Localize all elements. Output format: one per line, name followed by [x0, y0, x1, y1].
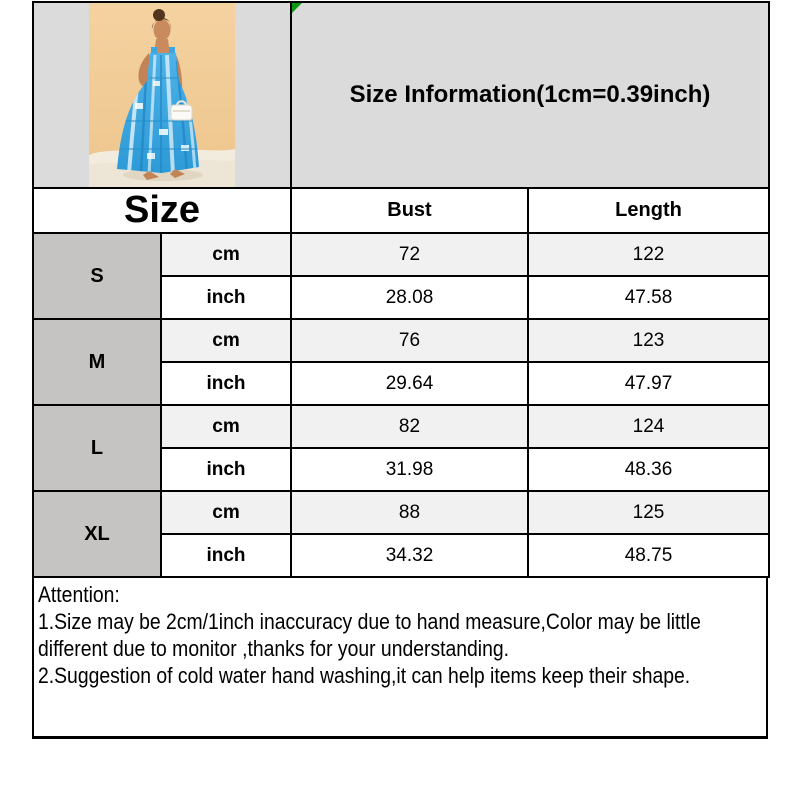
- table-row-l-cm: [33, 405, 769, 448]
- size-label-m: M: [33, 319, 161, 405]
- product-photo-cell: [33, 2, 291, 188]
- attention-line-2: 2.Suggestion of cold water hand washing,it can help items keep their shape.: [38, 663, 691, 688]
- table-row-xl-cm: [33, 491, 769, 534]
- length-value: 48.75: [528, 534, 769, 577]
- length-value: 47.97: [528, 362, 769, 405]
- column-header-size: Size: [33, 188, 291, 233]
- table-row-s-cm: [33, 233, 769, 276]
- length-value: 125: [528, 491, 769, 534]
- attention-line-1b: different due to monitor ,thanks for your understanding.: [38, 636, 510, 661]
- model-photo-illustration: [89, 3, 235, 187]
- column-header-bust: Bust: [291, 188, 528, 233]
- length-value: 123: [528, 319, 769, 362]
- bust-value: 34.32: [291, 534, 528, 577]
- size-label-s: S: [33, 233, 161, 319]
- length-value: 48.36: [528, 448, 769, 491]
- size-label-xl: XL: [33, 491, 161, 577]
- unit-label: inch: [161, 362, 291, 405]
- bust-value: 76: [291, 319, 528, 362]
- bust-value: 82: [291, 405, 528, 448]
- bust-value: 88: [291, 491, 528, 534]
- page-title: Size Information(1cm=0.39inch): [349, 81, 711, 108]
- length-value: 122: [528, 233, 769, 276]
- size-table: [32, 1, 770, 578]
- unit-label: cm: [161, 405, 291, 448]
- title-cell: [291, 2, 769, 188]
- attention-title: Attention:: [38, 582, 120, 607]
- bust-value: 28.08: [291, 276, 528, 319]
- unit-label: cm: [161, 233, 291, 276]
- top-row: [33, 2, 769, 188]
- product-photo: [89, 3, 235, 187]
- unit-label: cm: [161, 319, 291, 362]
- unit-label: inch: [161, 276, 291, 319]
- column-header-length: Length: [528, 188, 769, 233]
- green-corner-triangle-icon: [292, 3, 302, 13]
- size-label-l: L: [33, 405, 161, 491]
- attention-line-1: 1.Size may be 2cm/1inch inaccuracy due to hand measure,Color may be little: [38, 609, 701, 634]
- unit-label: cm: [161, 491, 291, 534]
- attention-note: [32, 576, 768, 739]
- unit-label: inch: [161, 448, 291, 491]
- bust-value: 72: [291, 233, 528, 276]
- length-value: 124: [528, 405, 769, 448]
- length-value: 47.58: [528, 276, 769, 319]
- bust-value: 29.64: [291, 362, 528, 405]
- bust-value: 31.98: [291, 448, 528, 491]
- column-header-row: [33, 188, 769, 233]
- unit-label: inch: [161, 534, 291, 577]
- table-row-m-cm: [33, 319, 769, 362]
